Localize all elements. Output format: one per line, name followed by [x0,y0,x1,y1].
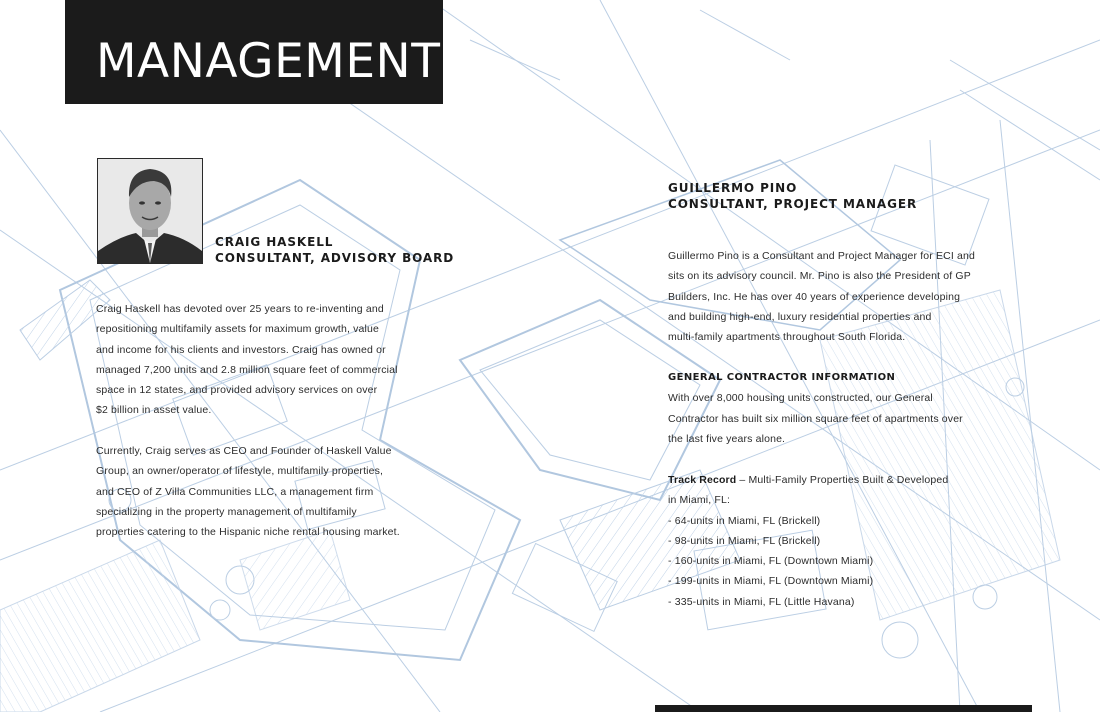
bio-line: space in 12 states, and provided advisory services on over [96,384,378,397]
bio-line: managed 7,200 units and 2.8 million square feet of commercial [96,363,398,376]
bio-line: Group, an owner/operator of lifestyle, multifamily properties, [96,465,384,478]
title-banner [65,0,443,104]
bio-line: specializing in the property management of multifamily [96,505,357,518]
bio-line: sits on its advisory council. Mr. Pino is also the President of GP [668,270,971,283]
guillermo-pino-heading [668,180,917,212]
bio-line: and building high-end, luxury residential properties and [668,310,932,323]
bio-line: properties catering to the Hispanic niche rental housing market. [96,526,400,539]
track-item: - 335-units in Miami, FL (Little Havana) [668,595,855,608]
track-item: - 160-units in Miami, FL (Downtown Miami) [668,555,874,568]
gc-line: Contractor has built six million square feet of apartments over [668,412,963,425]
page-title: MANAGEMENT [96,34,441,89]
craig-bio-paragraph-1 [96,299,398,421]
bio-line: multi-family apartments throughout South Florida. [668,331,906,344]
gc-line: the last five years alone. [668,432,786,445]
bio-line: $2 billion in asset value. [96,404,212,417]
bottom-banner [655,705,1032,712]
gc-heading: GENERAL CONTRACTOR INFORMATION [668,372,896,383]
bio-line: and CEO of Z Villa Communities LLC, a management firm [96,485,374,498]
bio-line: Builders, Inc. He has over 40 years of experience developing [668,290,961,303]
person-role: CONSULTANT, PROJECT MANAGER [668,197,918,211]
gc-line: With over 8,000 housing units constructed, our General [668,392,933,405]
track-item: - 64-units in Miami, FL (Brickell) [668,514,821,527]
person-name: GUILLERMO PINO [668,181,798,195]
person-role: CONSULTANT, ADVISORY BOARD [215,251,455,265]
craig-haskell-photo [97,158,203,264]
track-item: - 199-units in Miami, FL (Downtown Miami) [668,575,874,588]
bio-line: and income for his clients and investors. Craig has owned or [96,343,386,356]
bio-line: Currently, Craig serves as CEO and Founder of Haskell Value [96,445,392,457]
track-intro [668,470,948,490]
bio-line: repositioning multifamily assets for maximum growth, value [96,323,379,336]
bio-line: Craig Haskell has devoted over 25 years to re-inventing and [96,303,384,315]
general-contractor-section [668,368,963,449]
person-name: CRAIG HASKELL [215,235,334,249]
track-item: - 98-units in Miami, FL (Brickell) [668,534,821,547]
craig-haskell-heading [215,234,454,266]
track-intro-text: – Multi-Family Properties Built & Developed [736,474,949,486]
guillermo-bio-paragraph [668,246,975,347]
track-label: Track Record [668,474,737,486]
track-intro-location: in Miami, FL: [668,494,731,507]
bio-line: Guillermo Pino is a Consultant and Project Manager for ECI and [668,250,975,262]
track-record-section [668,470,948,612]
craig-bio-paragraph-2 [96,441,400,542]
